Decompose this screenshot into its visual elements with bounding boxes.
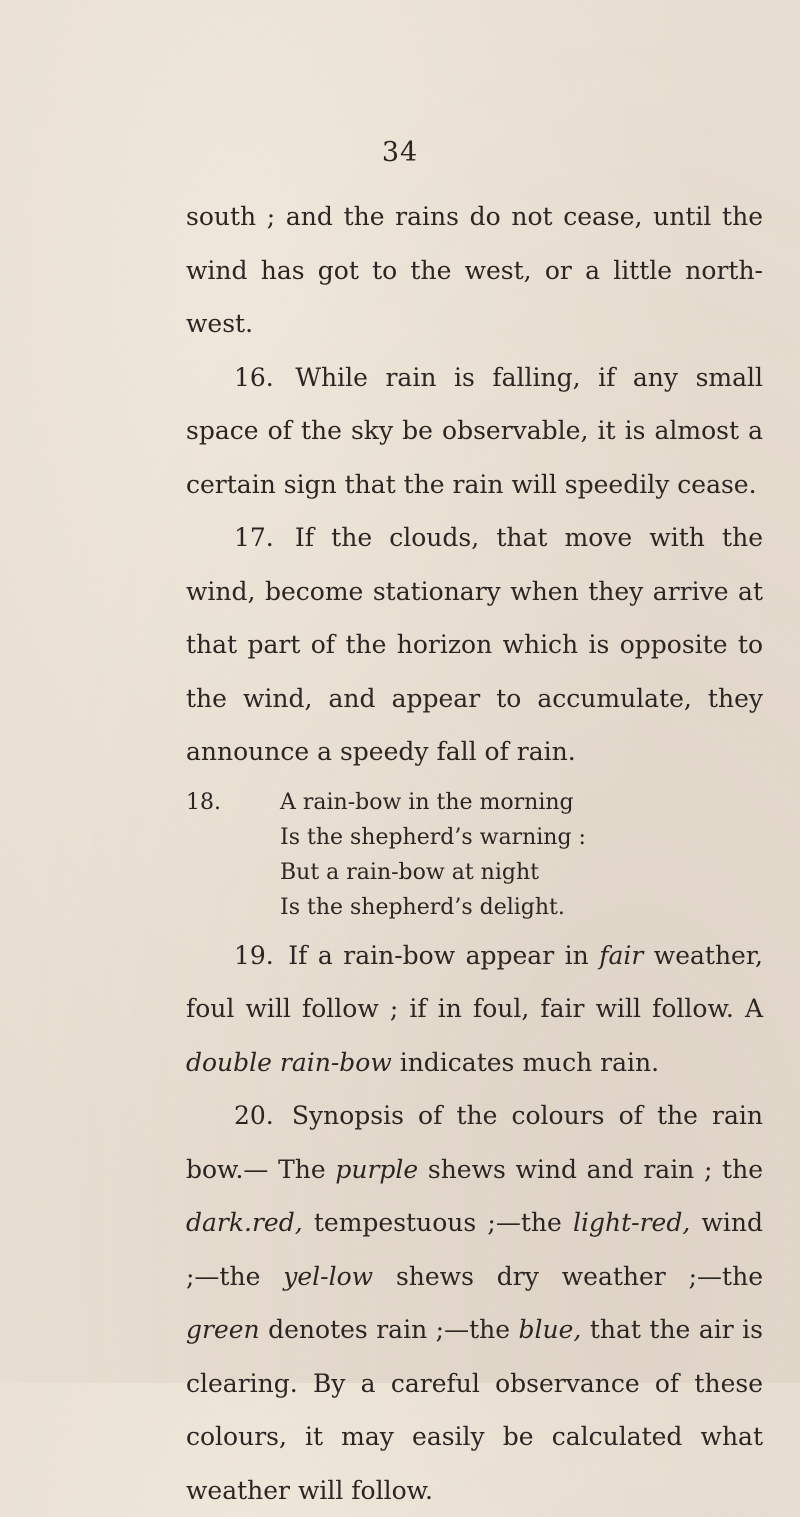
paragraph-19 bbox=[186, 929, 763, 1090]
body-text bbox=[186, 190, 763, 1517]
text-run: shews dry weather ;—the bbox=[373, 1261, 763, 1291]
verse-18 bbox=[186, 785, 763, 925]
paragraph-number: 16. bbox=[234, 362, 274, 392]
italic-run: fair bbox=[599, 940, 644, 970]
text-run: Synopsis of the colours of the rain bow.— The bbox=[186, 1101, 763, 1184]
text-run: shews wind and rain ; the bbox=[418, 1154, 763, 1184]
italic-run: light-red, bbox=[572, 1208, 691, 1237]
paragraph-continuation bbox=[186, 190, 763, 351]
paragraph-text: If the clouds, that move with the wind, become stationary when they arrive at that part of the horizon which is opposite to the wind, and appear to accumulate, they announce a speedy fall of rain. bbox=[186, 523, 763, 766]
paragraph-16 bbox=[186, 351, 763, 512]
text-run: If a rain-bow appear in bbox=[288, 940, 600, 970]
verse-number: 18. bbox=[186, 789, 221, 815]
paragraph-20 bbox=[186, 1089, 763, 1517]
italic-run: double rain-bow bbox=[186, 1047, 392, 1077]
verse-line: But a rain-bow at night bbox=[280, 859, 539, 885]
verse-text: A rain-bow in the morning bbox=[280, 789, 574, 815]
text-run: that the air is clearing. By a careful observance of these colours, it may easily be calculated what weather will follow. bbox=[186, 1315, 763, 1505]
text-run: tempestuous ;—the bbox=[302, 1208, 573, 1237]
italic-run: purple bbox=[335, 1154, 419, 1184]
italic-run: blue, bbox=[518, 1315, 582, 1344]
italic-run: yel-low bbox=[283, 1261, 374, 1291]
text-run: weather, foul will follow ; if in foul, fair will follow. A bbox=[186, 940, 764, 1023]
paragraph-number: 19. bbox=[234, 940, 274, 970]
verse-line bbox=[186, 785, 763, 820]
paragraph-number: 17. bbox=[234, 523, 274, 552]
text-run: denotes rain ;—the bbox=[259, 1315, 519, 1344]
text-run: indicates much rain. bbox=[391, 1047, 660, 1077]
italic-run: green bbox=[186, 1315, 260, 1344]
verse-line: Is the shepherd’s delight. bbox=[280, 894, 565, 920]
paragraph-text: While rain is falling, if any small space of the sky be observable, it is almost a certain sign that the rain will speedily cease. bbox=[186, 362, 764, 499]
paragraph-number: 20. bbox=[234, 1101, 274, 1130]
verse-line: Is the shepherd’s warning : bbox=[280, 824, 586, 850]
italic-run: dark.red, bbox=[186, 1208, 303, 1237]
page-number: 34 bbox=[381, 137, 419, 168]
paragraph-text: south ; and the rains do not cease, until the wind has got to the west, or a little north-west. bbox=[186, 202, 763, 338]
paragraph-17 bbox=[186, 511, 763, 779]
text-run: wind ;—the bbox=[186, 1208, 763, 1291]
